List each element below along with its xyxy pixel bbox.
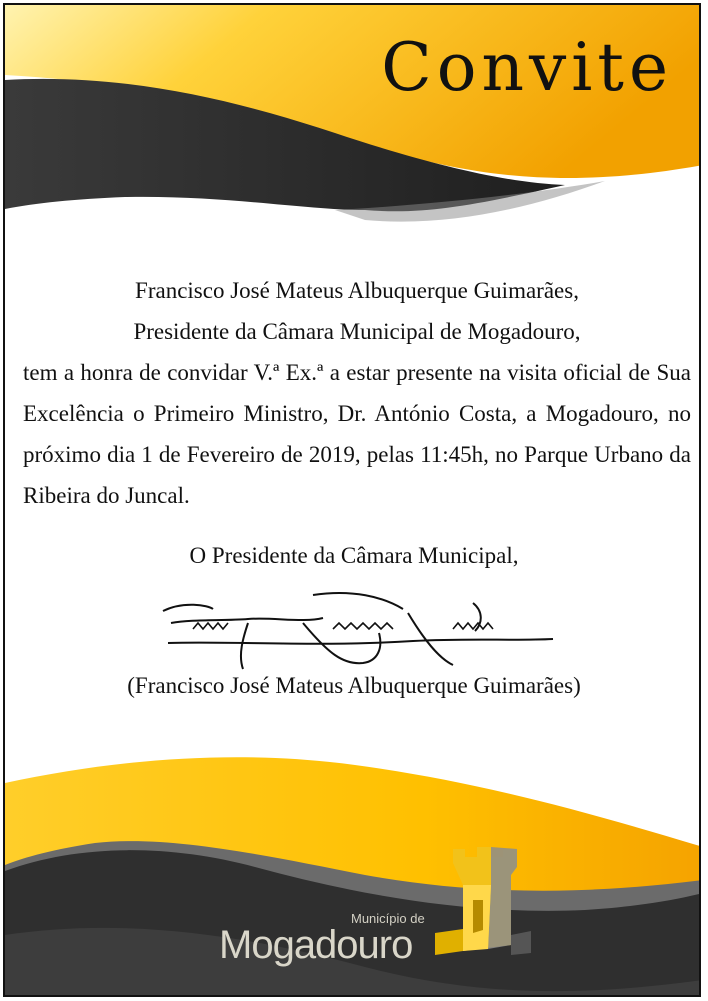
signature-role: O Presidente da Câmara Municipal, bbox=[189, 543, 519, 568]
page-title: Convite bbox=[381, 29, 673, 106]
castle-tower-icon bbox=[433, 845, 533, 957]
logo-municipio-text: Município de bbox=[351, 911, 425, 926]
invitation-paragraph: tem a honra de convidar V.ª Ex.ª a estar presente na visita oficial de Sua Excelência o Primeiro Ministro, Dr. António Costa, a Mogadouro, no próximo dia 1 de Fevereiro de 2019, pelas 11:45h, no Parque Urbano da Ribeira do Juncal. bbox=[23, 360, 691, 508]
inviter-role: Presidente da Câmara Municipal de Mogadouro, bbox=[133, 319, 581, 344]
handwritten-signature bbox=[153, 583, 563, 673]
inviter-name: Francisco José Mateus Albuquerque Guimarães, bbox=[135, 278, 579, 303]
logo-mogadouro-text: Mogadouro bbox=[219, 923, 413, 967]
page-border bbox=[3, 3, 701, 997]
invitation-body bbox=[23, 270, 691, 516]
signatory-name: (Francisco José Mateus Albuquerque Guimarães) bbox=[127, 673, 581, 698]
